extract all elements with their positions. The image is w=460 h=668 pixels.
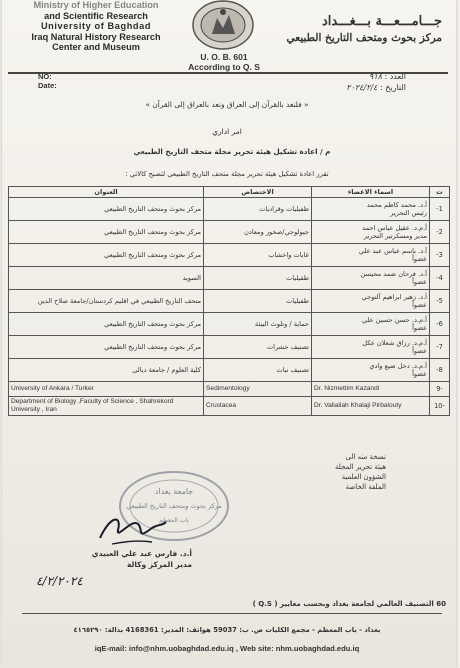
member-address: مركز بحوث ومتحف التاريخ الطبيعي [9, 198, 204, 221]
ar-number-value: ٩١٨ [369, 72, 382, 81]
member-address: السويد [9, 267, 204, 290]
member-name: أ.م.د. دخل ضيع وادي عضواً [312, 359, 430, 382]
member-specialty: جيولوجي/صخور ومعادن [204, 221, 312, 244]
header-english [16, 0, 176, 53]
row-number: 5- [430, 290, 450, 313]
ar-number-line [369, 72, 406, 81]
order-title: امر اداري [212, 127, 242, 136]
member-specialty: تصنيف نبات [204, 359, 312, 382]
table-row [9, 382, 450, 397]
header-arabic [272, 14, 442, 46]
footer-email: iqE-mail: info@nhm.uobaghdad.edu.iq , Web site: nhm.uobaghdad.edu.iq [94, 644, 360, 653]
university-name-ar: جـــامـــعـــة بـــغـــداد [322, 14, 442, 29]
header-name: اسماء الاعضاء [312, 187, 430, 198]
handwritten-signature-icon [92, 510, 172, 550]
member-specialty: حماية / وتلوث البيئة [204, 313, 312, 336]
header-en-line: University of Baghdad [40, 21, 152, 31]
member-name: Dr. Nizmettim Kazandi [312, 382, 430, 397]
row-number: -10 [430, 397, 450, 416]
table-row [9, 313, 450, 336]
header-en-line: Ministry of Higher Education [33, 0, 159, 10]
copies-title: نسخة منه الى [345, 453, 386, 461]
table-row [9, 397, 450, 416]
handwritten-date: ٤/٢/٢٠٢٤ [36, 574, 83, 588]
member-name: أ.د. زهير ابراهيم آلتوجي عضواً [312, 290, 430, 313]
ar-date-line [346, 83, 406, 92]
ar-number-label: العدد : [384, 72, 406, 81]
member-name: أ.م.د. عقيل عباس احمد مدير ومسكرتير التحرير [312, 221, 430, 244]
table-row [9, 267, 450, 290]
row-number: 2- [430, 221, 450, 244]
copy-item: الشؤون العلمية [341, 473, 386, 481]
row-number: 8- [430, 359, 450, 382]
ar-date-label: التاريخ : [379, 83, 406, 92]
copy-item: الملفة الخاصة [345, 483, 386, 491]
ar-date-value: ٢٠٢٤/٢/٤ [346, 83, 378, 92]
stamp-line: جامعة بغداد [154, 487, 194, 496]
row-number: 1- [430, 198, 450, 221]
member-specialty: طفيليات وقراديات [204, 198, 312, 221]
stamp-line: مركز بحوث ومتحف التاريخ الطبيعي [126, 502, 222, 510]
row-number: 4- [430, 267, 450, 290]
footer-address: بغداد - باب المعظم - مجمع الكليات ص. ب: 59037 هواتف: المدير: 4168361 بدالة: ٤١٦٥٢٩٠ [73, 626, 381, 634]
slogan: « فلنعد بالقرآن إلى العراق ونعد بالعراق إلى القرآن » [145, 100, 309, 109]
stamp-line: باب المعظم [159, 517, 189, 524]
copy-item: هيئة تحرير المجلة [335, 463, 386, 471]
museum-seal-icon [190, 0, 256, 50]
member-address: Department of Biology ,Faculty of Science , Shahrekord University , Iran [9, 397, 204, 416]
row-number: 7- [430, 336, 450, 359]
subject-line: م / اعادة تشكيل هيئة تحرير مجلة متحف التاريخ الطبيعي [133, 147, 331, 156]
member-address: متحف التاريخ الطبيعي في اقليم كردستان/جامعة صلاح الدين [9, 290, 204, 313]
signatory-name: أ.د. فارس عبد علي العبيدي [91, 549, 192, 558]
table-row [9, 221, 450, 244]
member-specialty: Crustacea [204, 397, 312, 416]
header-spec: الاختصاص [204, 187, 312, 198]
member-address: مركز بحوث ومتحف التاريخ الطبيعي [9, 336, 204, 359]
footer-divider [22, 613, 442, 614]
date-label: Date: [38, 81, 57, 90]
document-page [2, 0, 456, 668]
members-table [8, 186, 450, 416]
center-name-ar: مركز بحوث ومتحف التاريخ الطبيعي [286, 32, 442, 44]
header-num: ت [430, 187, 450, 198]
header-en-line: Iraq Natural History Research [31, 31, 161, 42]
member-name: أ.د. محمد كاظم محمد رئيس التحرير [312, 198, 430, 221]
header-en-line: and Scientific Research [44, 10, 148, 21]
member-name: أ.د. باسم عباس عبد علي عضواً [312, 244, 430, 267]
member-address: مركز بحوث ومتحف التاريخ الطبيعي [9, 244, 204, 267]
table-row [9, 290, 450, 313]
member-specialty: غابات واخشاب [204, 244, 312, 267]
member-name: أ.م.د. حسن حسين علي عضواً [312, 313, 430, 336]
table-row [9, 198, 450, 221]
member-address: كلية العلوم / جامعة ديالى [9, 359, 204, 382]
member-specialty: طفيليات [204, 267, 312, 290]
table-row [9, 336, 450, 359]
classification-text: التصنيف العالمي لجامعة بغداد وبحسب معايير ( Q.S ) [252, 600, 434, 608]
member-specialty: Sedimentology [204, 382, 312, 397]
member-address: University of Ankara / Turker [9, 382, 204, 397]
class-num: 60 [436, 600, 446, 608]
member-specialty: تصنيف حشرات [204, 336, 312, 359]
member-name: أ.م.د. رزاق شعلان عكل عضواً [312, 336, 430, 359]
uob-rank-box [172, 52, 276, 72]
signatory-block [42, 548, 192, 570]
header-en-line: Center and Museum [52, 42, 140, 52]
table-header-row [9, 187, 450, 198]
copies-block [335, 452, 386, 492]
member-address: مركز بحوث ومتحف التاريخ الطبيعي [9, 313, 204, 336]
uob-line: U. O. B. 601 [200, 52, 248, 62]
header-addr: العنوان [9, 187, 204, 198]
member-address: مركز بحوث ومتحف التاريخ الطبيعي [9, 221, 204, 244]
signatory-title: مدير المركز وكالة [127, 560, 192, 569]
member-name: Dr. Valiallah Khalaji Pirbalouty [312, 397, 430, 416]
table-row [9, 244, 450, 267]
row-number: -9 [430, 382, 450, 397]
member-specialty: طفيليات [204, 290, 312, 313]
row-number: 6- [430, 313, 450, 336]
qs-line: According to Q. S [188, 62, 260, 72]
row-number: 3- [430, 244, 450, 267]
table-row [9, 359, 450, 382]
no-label: NO: [38, 72, 52, 81]
decision-line: تقرر اعادة تشكيل هيئة تحرير مجلة متحف التاريخ الطبيعي لتصبح كالاتي : [125, 170, 329, 178]
member-name: أ.د. فرحان ضمد محيسن عضواً [312, 267, 430, 290]
classification-line [166, 600, 446, 608]
